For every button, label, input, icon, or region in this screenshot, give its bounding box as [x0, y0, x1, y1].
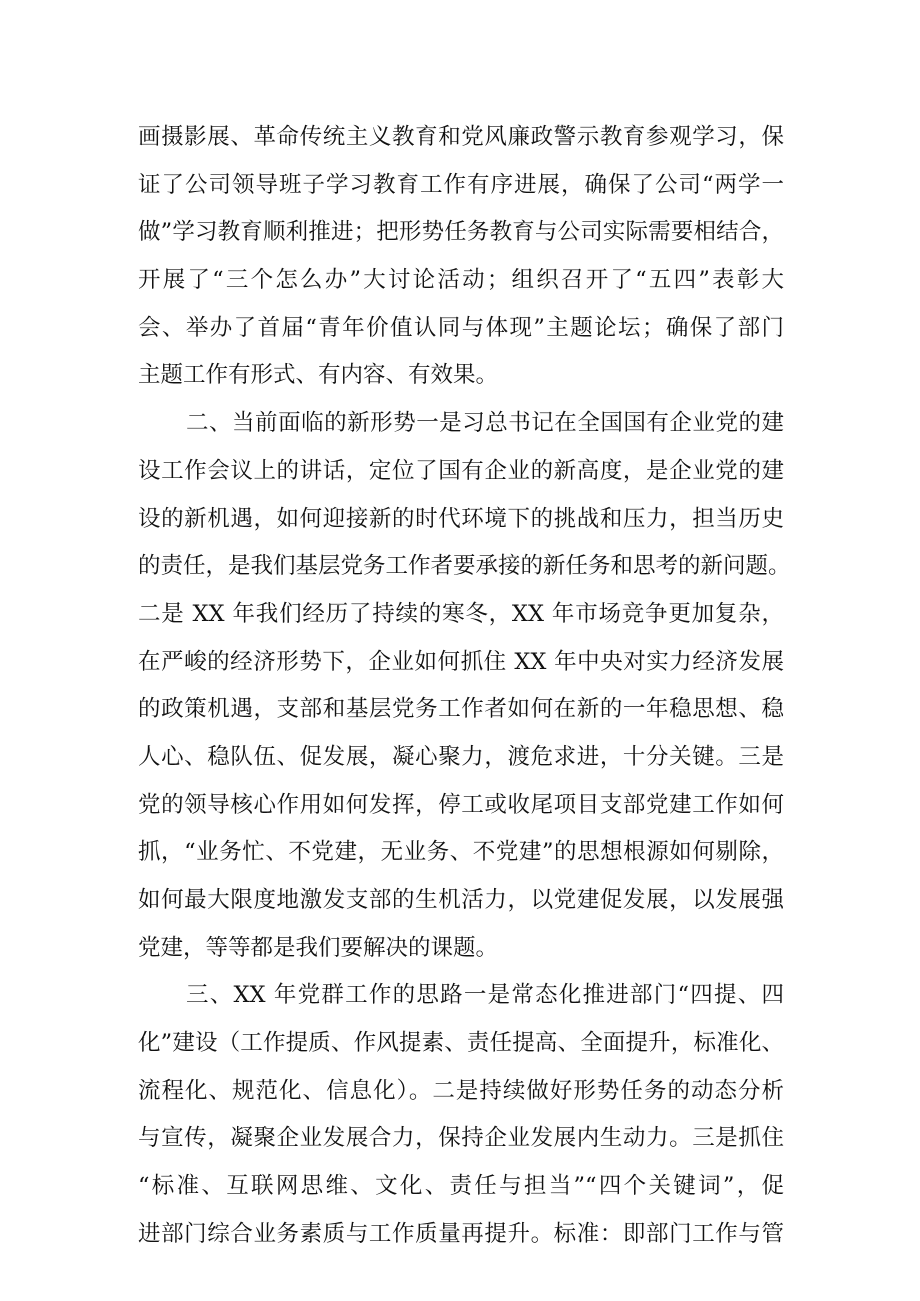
text-line-18: 党建，等等都是我们要解决的课题。: [138, 934, 499, 961]
text-line-9: 设的新机遇，如何迎接新的时代环境下的挑战和压力，担当历史: [138, 505, 784, 532]
text-line-16: 抓，“业务忙、不党建，无业务、不党建”的思想根源如何剔除，: [138, 839, 784, 866]
text-line-4: 开展了“三个怎么办”大讨论活动；组织召开了“五四”表彰大: [138, 267, 784, 294]
text-line-14: 人心、稳队伍、促发展，凝心聚力，渡危求进，十分关键。三是: [138, 743, 784, 770]
text-line-5: 会、举办了首届“青年价值认同与体现”主题论坛；确保了部门: [138, 314, 784, 341]
text-line-24: 进部门综合业务素质与工作质量再提升。标准：即部门工作与管: [138, 1220, 784, 1247]
text-line-19: 三、XX 年党群工作的思路一是常态化推进部门“四提、四: [186, 982, 784, 1009]
text-line-3: 做”学习教育顺利推进；把形势任务教育与公司实际需要相结合，: [138, 219, 784, 246]
text-line-7: 二、当前面临的新形势一是习总书记在全国国有企业党的建: [186, 410, 784, 437]
text-line-11: 二是 XX 年我们经历了持续的寒冬，XX 年市场竞争更加复杂，: [138, 600, 784, 627]
body-text: [138, 114, 791, 1259]
text-line-15: 党的领导核心作用如何发挥，停工或收尾项目支部党建工作如何: [138, 791, 784, 818]
text-line-6: 主题工作有形式、有内容、有效果。: [138, 362, 499, 389]
text-line-1: 画摄影展、革命传统主义教育和党风廉政警示教育参观学习，保: [138, 124, 784, 150]
text-line-22: 与宣传，凝聚企业发展合力，保持企业发展内生动力。三是抓住: [138, 1125, 784, 1152]
text-line-12: 在严峻的经济形势下，企业如何抓住 XX 年中央对实力经济发展: [138, 648, 784, 675]
text-line-23: “标准、互联网思维、文化、责任与担当”“四个关键词”，促: [138, 1173, 784, 1200]
text-line-10: 的责任，是我们基层党务工作者要承接的新任务和思考的新问题。: [138, 553, 791, 580]
text-line-2: 证了公司领导班子学习教育工作有序进展，确保了公司“两学一: [138, 171, 784, 198]
text-line-13: 的政策机遇，支部和基层党务工作者如何在新的一年稳思想、稳: [138, 696, 784, 723]
text-line-20: 化”建设（工作提质、作风提素、责任提高、全面提升，标准化、: [138, 1030, 784, 1057]
text-line-8: 设工作会议上的讲话，定位了国有企业的新高度，是企业党的建: [138, 457, 784, 484]
text-line-17: 如何最大限度地激发支部的生机活力，以党建促发展，以发展强: [138, 887, 784, 913]
text-line-21: 流程化、规范化、信息化）。二是持续做好形势任务的动态分析: [138, 1077, 784, 1104]
